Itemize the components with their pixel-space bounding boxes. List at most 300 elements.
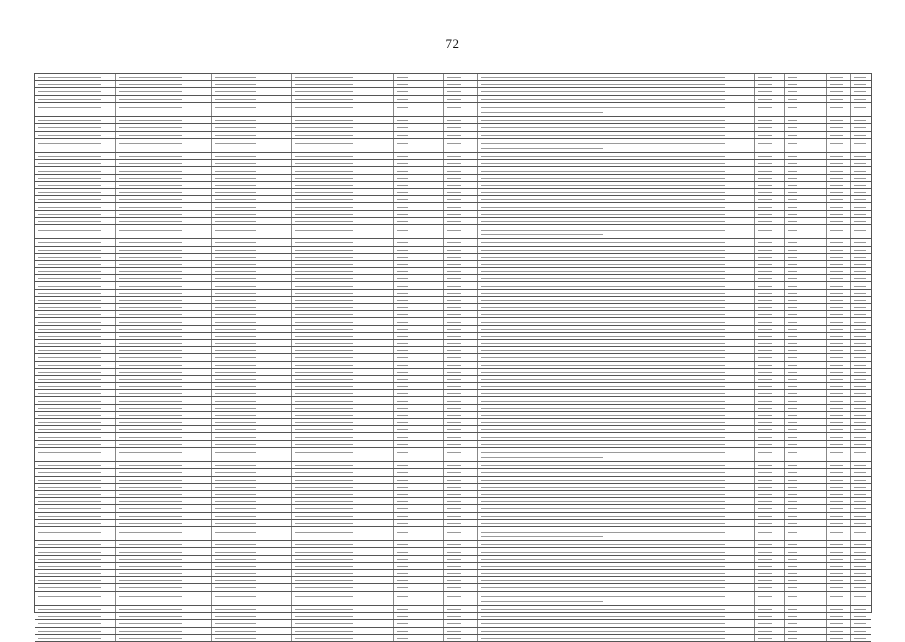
table-cell bbox=[826, 484, 850, 490]
table-cell bbox=[754, 153, 784, 159]
table-row bbox=[35, 390, 871, 397]
table-cell bbox=[35, 326, 115, 332]
table-cell bbox=[754, 203, 784, 209]
table-cell bbox=[754, 412, 784, 418]
table-cell bbox=[784, 426, 826, 432]
table-cell bbox=[35, 556, 115, 562]
table-cell bbox=[291, 153, 393, 159]
table-cell bbox=[784, 275, 826, 281]
table-cell bbox=[291, 247, 393, 253]
table-cell bbox=[443, 81, 477, 87]
table-row bbox=[35, 103, 871, 117]
table-cell bbox=[211, 268, 291, 274]
table-cell bbox=[443, 340, 477, 346]
table-cell bbox=[477, 577, 754, 583]
table-cell bbox=[826, 261, 850, 267]
table-cell bbox=[784, 318, 826, 324]
table-cell bbox=[784, 498, 826, 504]
table-row bbox=[35, 203, 871, 210]
table-cell bbox=[35, 74, 115, 80]
table-cell bbox=[35, 268, 115, 274]
table-cell bbox=[826, 584, 850, 590]
table-row bbox=[35, 419, 871, 426]
table-cell bbox=[754, 167, 784, 173]
table-cell bbox=[393, 577, 443, 583]
table-cell bbox=[477, 477, 754, 483]
table-cell bbox=[784, 333, 826, 339]
table-cell bbox=[291, 124, 393, 130]
table-cell bbox=[443, 412, 477, 418]
table-cell bbox=[211, 290, 291, 296]
table-cell bbox=[211, 397, 291, 403]
table-cell bbox=[115, 88, 211, 94]
table-cell bbox=[826, 311, 850, 317]
table-cell bbox=[826, 477, 850, 483]
table-cell bbox=[477, 167, 754, 173]
table-cell bbox=[35, 563, 115, 569]
table-row bbox=[35, 304, 871, 311]
table-cell bbox=[291, 211, 393, 217]
table-cell bbox=[115, 304, 211, 310]
table-cell bbox=[211, 117, 291, 123]
table-cell bbox=[850, 513, 873, 519]
table-cell bbox=[826, 347, 850, 353]
table-cell bbox=[393, 153, 443, 159]
table-cell bbox=[443, 261, 477, 267]
table-cell bbox=[443, 390, 477, 396]
table-cell bbox=[784, 369, 826, 375]
table-cell bbox=[35, 405, 115, 411]
table-row bbox=[35, 369, 871, 376]
table-cell bbox=[443, 613, 477, 619]
table-cell bbox=[393, 88, 443, 94]
table-cell bbox=[35, 620, 115, 626]
table-cell bbox=[754, 218, 784, 224]
table-cell bbox=[211, 211, 291, 217]
table-cell bbox=[211, 484, 291, 490]
table-cell bbox=[211, 448, 291, 461]
table-cell bbox=[291, 397, 393, 403]
table-cell bbox=[850, 369, 873, 375]
table-cell bbox=[211, 376, 291, 382]
table-cell bbox=[211, 88, 291, 94]
table-cell bbox=[784, 167, 826, 173]
table-cell bbox=[35, 275, 115, 281]
table-cell bbox=[477, 318, 754, 324]
table-cell bbox=[826, 304, 850, 310]
table-cell bbox=[443, 563, 477, 569]
table-cell bbox=[115, 620, 211, 626]
table-cell bbox=[850, 441, 873, 447]
table-cell bbox=[477, 239, 754, 245]
table-cell bbox=[393, 397, 443, 403]
table-cell bbox=[291, 369, 393, 375]
table-cell bbox=[754, 362, 784, 368]
table-cell bbox=[826, 376, 850, 382]
table-cell bbox=[754, 132, 784, 138]
table-cell bbox=[754, 548, 784, 554]
table-cell bbox=[850, 376, 873, 382]
table-cell bbox=[35, 498, 115, 504]
table-row bbox=[35, 290, 871, 297]
table-cell bbox=[35, 175, 115, 181]
table-cell bbox=[477, 203, 754, 209]
table-cell bbox=[211, 563, 291, 569]
table-cell bbox=[393, 469, 443, 475]
table-cell bbox=[35, 254, 115, 260]
table-cell bbox=[443, 520, 477, 526]
table-cell bbox=[784, 354, 826, 360]
table-cell bbox=[393, 333, 443, 339]
table-cell bbox=[477, 376, 754, 382]
table-cell bbox=[443, 88, 477, 94]
table-row bbox=[35, 275, 871, 282]
table-cell bbox=[477, 613, 754, 619]
table-row bbox=[35, 124, 871, 131]
table-cell bbox=[826, 282, 850, 288]
table-cell bbox=[35, 282, 115, 288]
table-cell bbox=[477, 132, 754, 138]
table-row bbox=[35, 426, 871, 433]
table-cell bbox=[850, 333, 873, 339]
table-cell bbox=[443, 606, 477, 612]
table-cell bbox=[784, 261, 826, 267]
table-cell bbox=[393, 527, 443, 540]
table-cell bbox=[784, 340, 826, 346]
table-cell bbox=[443, 218, 477, 224]
table-cell bbox=[291, 376, 393, 382]
table-row bbox=[35, 412, 871, 419]
table-cell bbox=[850, 613, 873, 619]
table-cell bbox=[115, 462, 211, 468]
table-cell bbox=[211, 160, 291, 166]
table-cell bbox=[754, 326, 784, 332]
table-cell bbox=[477, 548, 754, 554]
table-row bbox=[35, 347, 871, 354]
table-cell bbox=[35, 484, 115, 490]
table-cell bbox=[211, 275, 291, 281]
table-cell bbox=[115, 541, 211, 547]
table-cell bbox=[826, 167, 850, 173]
table-cell bbox=[826, 340, 850, 346]
table-cell bbox=[115, 613, 211, 619]
table-cell bbox=[850, 491, 873, 497]
table-cell bbox=[291, 570, 393, 576]
table-cell bbox=[850, 139, 873, 152]
table-cell bbox=[35, 491, 115, 497]
table-cell bbox=[393, 541, 443, 547]
table-cell bbox=[291, 520, 393, 526]
table-cell bbox=[291, 160, 393, 166]
table-cell bbox=[291, 254, 393, 260]
table-row bbox=[35, 261, 871, 268]
table-cell bbox=[826, 441, 850, 447]
table-cell bbox=[477, 527, 754, 540]
table-cell bbox=[784, 448, 826, 461]
table-cell bbox=[115, 297, 211, 303]
table-cell bbox=[291, 340, 393, 346]
table-cell bbox=[115, 520, 211, 526]
table-cell bbox=[291, 203, 393, 209]
table-cell bbox=[826, 397, 850, 403]
table-cell bbox=[443, 326, 477, 332]
table-cell bbox=[35, 160, 115, 166]
table-cell bbox=[826, 297, 850, 303]
table-cell bbox=[291, 167, 393, 173]
table-cell bbox=[115, 175, 211, 181]
table-cell bbox=[35, 96, 115, 102]
table-cell bbox=[784, 282, 826, 288]
table-cell bbox=[784, 203, 826, 209]
table-cell bbox=[291, 613, 393, 619]
table-cell bbox=[35, 139, 115, 152]
table-cell bbox=[35, 167, 115, 173]
table-cell bbox=[826, 326, 850, 332]
table-cell bbox=[754, 541, 784, 547]
table-cell bbox=[443, 541, 477, 547]
table-cell bbox=[850, 326, 873, 332]
table-cell bbox=[754, 340, 784, 346]
table-cell bbox=[754, 139, 784, 152]
table-cell bbox=[826, 211, 850, 217]
table-cell bbox=[477, 448, 754, 461]
table-cell bbox=[393, 96, 443, 102]
table-cell bbox=[850, 362, 873, 368]
table-cell bbox=[291, 484, 393, 490]
table-cell bbox=[754, 577, 784, 583]
table-cell bbox=[477, 333, 754, 339]
table-cell bbox=[477, 505, 754, 511]
table-cell bbox=[291, 333, 393, 339]
table-cell bbox=[211, 247, 291, 253]
table-cell bbox=[35, 390, 115, 396]
table-cell bbox=[35, 548, 115, 554]
table-row bbox=[35, 326, 871, 333]
table-cell bbox=[291, 297, 393, 303]
table-cell bbox=[850, 254, 873, 260]
table-cell bbox=[826, 577, 850, 583]
table-cell bbox=[35, 117, 115, 123]
table-cell bbox=[850, 498, 873, 504]
table-cell bbox=[35, 189, 115, 195]
table-cell bbox=[393, 189, 443, 195]
table-cell bbox=[291, 606, 393, 612]
table-cell bbox=[393, 419, 443, 425]
table-cell bbox=[115, 469, 211, 475]
table-cell bbox=[211, 139, 291, 152]
table-row bbox=[35, 620, 871, 627]
table-cell bbox=[784, 297, 826, 303]
table-cell bbox=[477, 620, 754, 626]
table-cell bbox=[443, 592, 477, 605]
table-cell bbox=[35, 103, 115, 116]
table-row bbox=[35, 182, 871, 189]
table-cell bbox=[115, 225, 211, 238]
table-cell bbox=[826, 491, 850, 497]
table-cell bbox=[115, 390, 211, 396]
table-cell bbox=[443, 211, 477, 217]
table-cell bbox=[826, 505, 850, 511]
table-cell bbox=[477, 225, 754, 238]
table-cell bbox=[784, 247, 826, 253]
table-cell bbox=[754, 520, 784, 526]
table-cell bbox=[477, 81, 754, 87]
table-cell bbox=[784, 620, 826, 626]
table-cell bbox=[443, 376, 477, 382]
table-cell bbox=[35, 239, 115, 245]
table-cell bbox=[393, 160, 443, 166]
table-cell bbox=[211, 570, 291, 576]
table-cell bbox=[477, 211, 754, 217]
table-cell bbox=[35, 397, 115, 403]
table-cell bbox=[443, 282, 477, 288]
table-cell bbox=[115, 340, 211, 346]
table-cell bbox=[443, 247, 477, 253]
table-cell bbox=[784, 541, 826, 547]
table-row bbox=[35, 491, 871, 498]
table-cell bbox=[35, 419, 115, 425]
table-cell bbox=[754, 462, 784, 468]
table-cell bbox=[826, 275, 850, 281]
table-cell bbox=[35, 340, 115, 346]
table-cell bbox=[443, 419, 477, 425]
table-cell bbox=[443, 333, 477, 339]
table-row bbox=[35, 96, 871, 103]
table-cell bbox=[291, 620, 393, 626]
table-cell bbox=[850, 261, 873, 267]
table-cell bbox=[211, 556, 291, 562]
table-cell bbox=[393, 290, 443, 296]
table-cell bbox=[850, 304, 873, 310]
table-cell bbox=[477, 326, 754, 332]
table-cell bbox=[115, 239, 211, 245]
table-cell bbox=[784, 153, 826, 159]
table-cell bbox=[754, 606, 784, 612]
table-cell bbox=[115, 362, 211, 368]
table-cell bbox=[784, 584, 826, 590]
table-row bbox=[35, 484, 871, 491]
table-cell bbox=[291, 498, 393, 504]
table-cell bbox=[477, 275, 754, 281]
table-cell bbox=[477, 117, 754, 123]
table-cell bbox=[477, 397, 754, 403]
table-cell bbox=[477, 347, 754, 353]
table-cell bbox=[443, 318, 477, 324]
table-cell bbox=[784, 74, 826, 80]
table-cell bbox=[754, 196, 784, 202]
table-cell bbox=[850, 182, 873, 188]
table-cell bbox=[115, 577, 211, 583]
table-cell bbox=[784, 419, 826, 425]
table-cell bbox=[291, 412, 393, 418]
table-cell bbox=[784, 268, 826, 274]
table-cell bbox=[35, 347, 115, 353]
table-cell bbox=[211, 103, 291, 116]
table-cell bbox=[115, 405, 211, 411]
table-cell bbox=[443, 433, 477, 439]
table-cell bbox=[211, 577, 291, 583]
table-cell bbox=[477, 354, 754, 360]
table-cell bbox=[784, 477, 826, 483]
table-cell bbox=[115, 433, 211, 439]
table-cell bbox=[443, 239, 477, 245]
page-number: 72 bbox=[445, 36, 460, 51]
table-cell bbox=[826, 426, 850, 432]
table-row bbox=[35, 196, 871, 203]
table-cell bbox=[393, 347, 443, 353]
table-cell bbox=[393, 211, 443, 217]
table-cell bbox=[826, 541, 850, 547]
table-cell bbox=[754, 254, 784, 260]
table-cell bbox=[754, 397, 784, 403]
table-cell bbox=[850, 433, 873, 439]
table-cell bbox=[850, 405, 873, 411]
table-cell bbox=[115, 275, 211, 281]
table-cell bbox=[754, 175, 784, 181]
table-cell bbox=[850, 124, 873, 130]
table-cell bbox=[291, 469, 393, 475]
table-cell bbox=[393, 326, 443, 332]
table-cell bbox=[291, 491, 393, 497]
table-cell bbox=[850, 620, 873, 626]
table-cell bbox=[393, 613, 443, 619]
table-cell bbox=[784, 484, 826, 490]
table-cell bbox=[115, 103, 211, 116]
table-cell bbox=[826, 88, 850, 94]
table-cell bbox=[826, 433, 850, 439]
table-cell bbox=[784, 405, 826, 411]
table-cell bbox=[754, 613, 784, 619]
table-cell bbox=[393, 383, 443, 389]
table-cell bbox=[115, 527, 211, 540]
table-cell bbox=[850, 548, 873, 554]
table-cell bbox=[291, 261, 393, 267]
table-cell bbox=[784, 520, 826, 526]
table-cell bbox=[850, 132, 873, 138]
table-cell bbox=[850, 290, 873, 296]
table-cell bbox=[784, 182, 826, 188]
table-cell bbox=[754, 182, 784, 188]
table-cell bbox=[291, 390, 393, 396]
table-cell bbox=[850, 426, 873, 432]
table-cell bbox=[393, 182, 443, 188]
table-cell bbox=[826, 620, 850, 626]
table-cell bbox=[826, 412, 850, 418]
table-cell bbox=[393, 628, 443, 634]
table-cell bbox=[291, 563, 393, 569]
table-cell bbox=[291, 577, 393, 583]
table-cell bbox=[393, 556, 443, 562]
table-cell bbox=[393, 505, 443, 511]
table-cell bbox=[115, 570, 211, 576]
table-cell bbox=[291, 556, 393, 562]
table-cell bbox=[443, 117, 477, 123]
table-cell bbox=[850, 81, 873, 87]
table-cell bbox=[826, 124, 850, 130]
table-cell bbox=[393, 74, 443, 80]
table-cell bbox=[784, 132, 826, 138]
table-cell bbox=[291, 290, 393, 296]
table-cell bbox=[115, 484, 211, 490]
table-cell bbox=[443, 96, 477, 102]
table-cell bbox=[784, 592, 826, 605]
table-cell bbox=[784, 225, 826, 238]
table-cell bbox=[477, 182, 754, 188]
table-cell bbox=[850, 577, 873, 583]
table-row bbox=[35, 462, 871, 469]
table-cell bbox=[35, 369, 115, 375]
table-cell bbox=[115, 628, 211, 634]
